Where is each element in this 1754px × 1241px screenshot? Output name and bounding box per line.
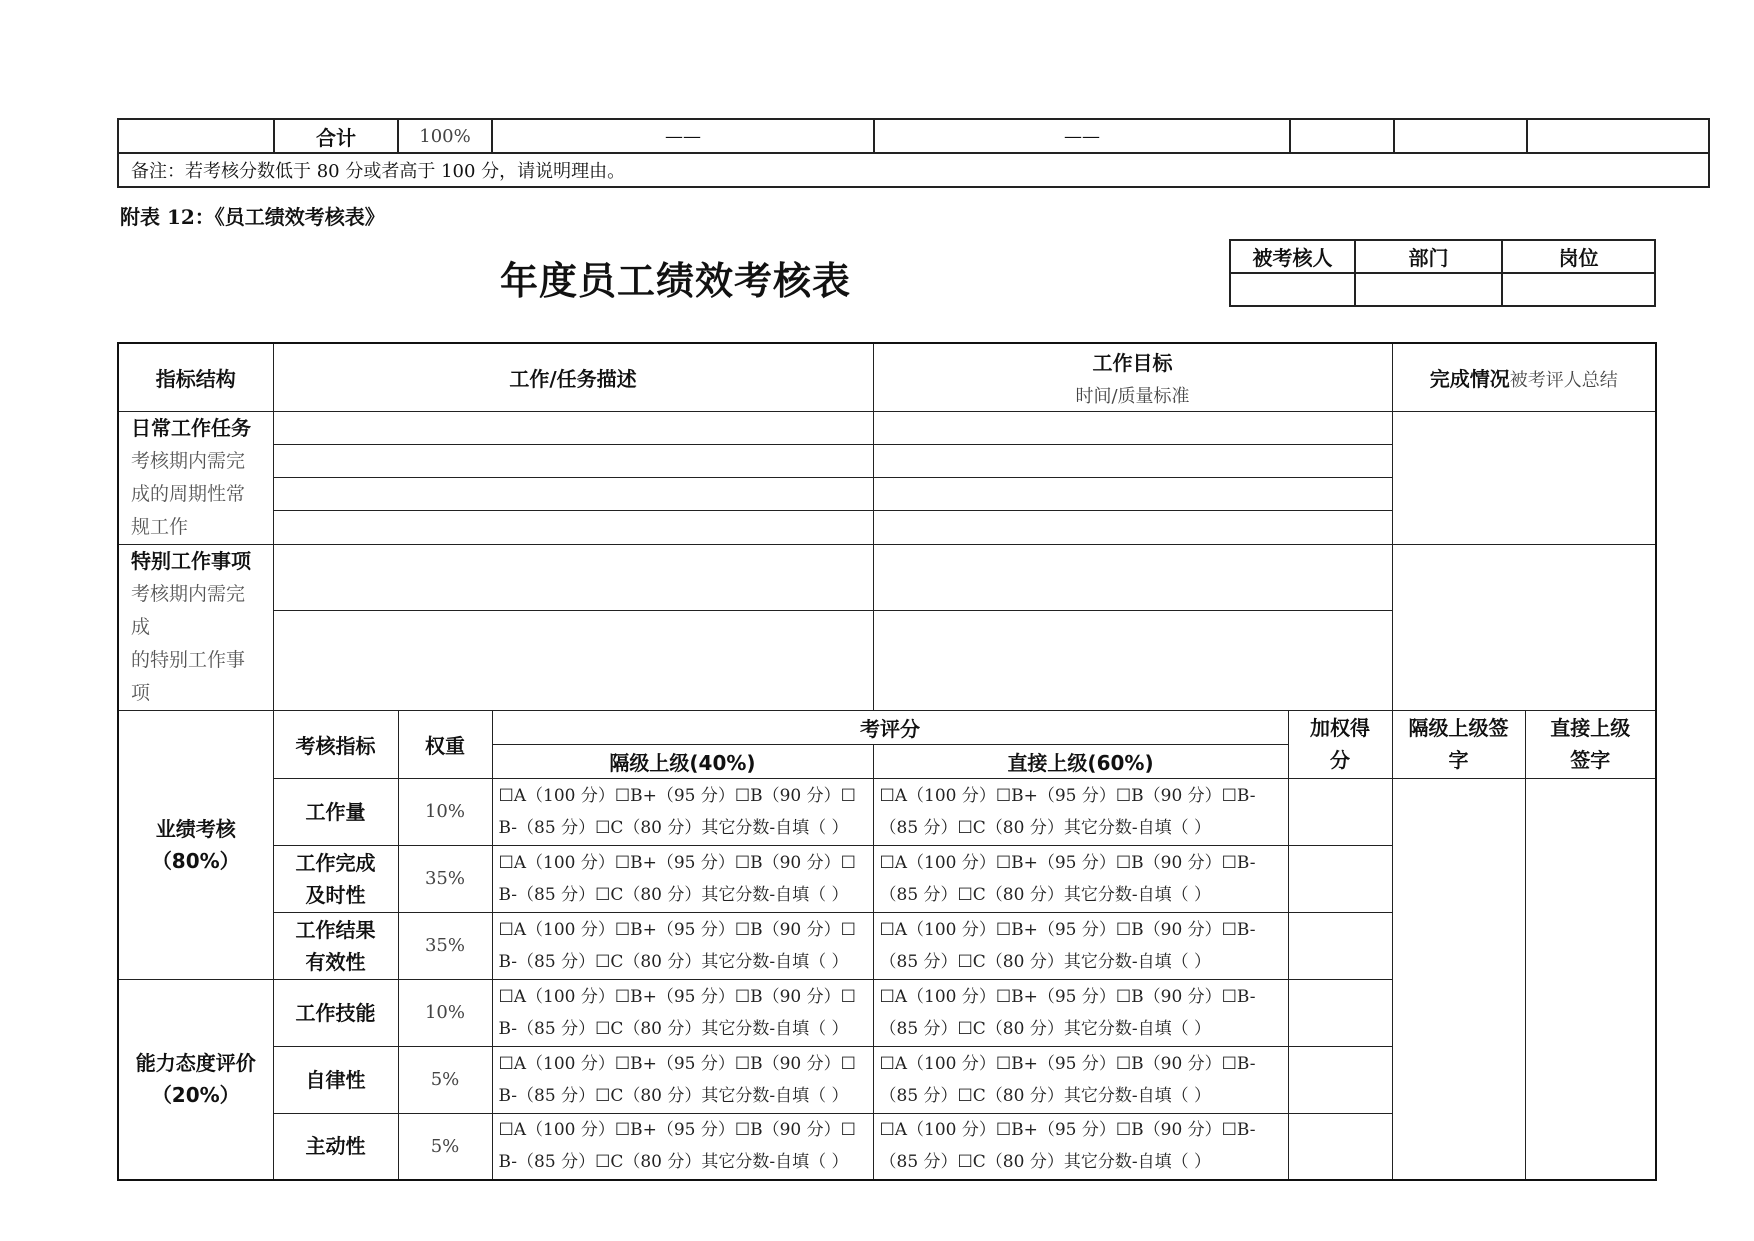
form-title: 年度员工绩效考核表 bbox=[500, 259, 852, 303]
option-line: B-（85 分）☐C（80 分）其它分数-自填（ ） bbox=[498, 1085, 849, 1106]
weighted-score-input[interactable] bbox=[1288, 1113, 1392, 1180]
direct-options[interactable] bbox=[873, 1046, 1288, 1113]
indicator-weight: 5% bbox=[398, 1046, 492, 1113]
option-line: B-（85 分）☐C（80 分）其它分数-自填（ ） bbox=[498, 1018, 849, 1039]
special-tasks-cell bbox=[118, 544, 273, 710]
task-description-input[interactable] bbox=[273, 610, 873, 710]
indicator-name bbox=[273, 979, 398, 1046]
indicator-weight: 35% bbox=[398, 845, 492, 912]
header-indicator: 考核指标 bbox=[273, 710, 398, 778]
option-line: ☐A（100 分）☐B+（95 分）☐B（90 分）☐ bbox=[498, 1120, 856, 1141]
option-line: （85 分）☐C（80 分）其它分数-自填（ ） bbox=[879, 951, 1211, 972]
skip-level-options[interactable] bbox=[492, 912, 873, 979]
completion-sub: 被考评人总结 bbox=[1509, 369, 1618, 391]
daily-tasks-cell bbox=[118, 411, 273, 544]
option-line: （85 分）☐C（80 分）其它分数-自填（ ） bbox=[879, 1152, 1211, 1173]
option-line: ☐A（100 分）☐B+（95 分）☐B（90 分）☐ bbox=[498, 785, 856, 806]
task-description-input[interactable] bbox=[273, 511, 873, 544]
skip-level-signature[interactable] bbox=[1392, 778, 1525, 1180]
option-line: （85 分）☐C（80 分）其它分数-自填（ ） bbox=[879, 1018, 1211, 1039]
weighted-score-input[interactable] bbox=[1288, 912, 1392, 979]
direct-options[interactable] bbox=[873, 912, 1288, 979]
indicator-name-line: 工作量 bbox=[305, 799, 366, 824]
indicator-name-line: 工作技能 bbox=[295, 1000, 376, 1025]
special-tasks-desc-line: 考核期内需完成 bbox=[131, 582, 246, 638]
task-description-input[interactable] bbox=[273, 444, 873, 477]
header-skip-level-sign bbox=[1392, 710, 1525, 778]
option-line: ☐A（100 分）☐B+（95 分）☐B（90 分）☐ bbox=[498, 1053, 856, 1074]
option-line: ☐A（100 分）☐B+（95 分）☐B（90 分）☐B- bbox=[879, 919, 1256, 940]
option-line: （85 分）☐C（80 分）其它分数-自填（ ） bbox=[879, 884, 1211, 905]
work-goal-input[interactable] bbox=[873, 444, 1392, 477]
option-line: ☐A（100 分）☐B+（95 分）☐B（90 分）☐B- bbox=[879, 986, 1256, 1007]
remark-note: 备注：若考核分数低于 80 分或者高于 100 分，请说明理由。 bbox=[118, 153, 1709, 187]
direct-sign-line: 签字 bbox=[1570, 748, 1611, 772]
special-tasks-desc-line: 的特别工作事项 bbox=[131, 648, 246, 704]
examinee-info-table bbox=[1229, 239, 1656, 307]
indicator-weight: 5% bbox=[398, 1113, 492, 1180]
option-line: ☐A（100 分）☐B+（95 分）☐B（90 分）☐ bbox=[498, 852, 856, 873]
annex-title: 附表 12：《员工绩效考核表》 bbox=[120, 205, 385, 229]
weighted-score-input[interactable] bbox=[1288, 979, 1392, 1046]
task-description-input[interactable] bbox=[273, 544, 873, 610]
previous-table-summary bbox=[117, 118, 1710, 188]
option-line: B-（85 分）☐C（80 分）其它分数-自填（ ） bbox=[498, 1152, 849, 1173]
total-score-cell[interactable] bbox=[1290, 119, 1394, 153]
header-task-description: 工作/任务描述 bbox=[273, 343, 873, 411]
direct-options[interactable] bbox=[873, 778, 1288, 845]
completion-input[interactable] bbox=[1392, 544, 1656, 710]
ability-group-name: 能力态度评价 bbox=[135, 1051, 256, 1076]
header-score: 考评分 bbox=[492, 710, 1288, 744]
daily-tasks-desc-line: 考核期内需完 bbox=[131, 449, 246, 472]
skip-level-options[interactable] bbox=[492, 845, 873, 912]
direct-sign-line: 直接上级 bbox=[1550, 716, 1631, 740]
work-goal-input[interactable] bbox=[873, 610, 1392, 710]
option-line: B-（85 分）☐C（80 分）其它分数-自填（ ） bbox=[498, 817, 849, 838]
header-index-structure: 指标结构 bbox=[118, 343, 273, 411]
indicator-name bbox=[273, 1113, 398, 1180]
weighted-score-input[interactable] bbox=[1288, 778, 1392, 845]
examinee-input[interactable] bbox=[1230, 273, 1355, 306]
header-direct: 直接上级(60%) bbox=[873, 744, 1288, 778]
indicator-name bbox=[273, 778, 398, 845]
performance-group-name: 业绩考核 bbox=[155, 816, 236, 841]
daily-tasks-title: 日常工作任务 bbox=[131, 415, 251, 440]
completion-input[interactable] bbox=[1392, 411, 1656, 544]
skip-level-options[interactable] bbox=[492, 1046, 873, 1113]
indicator-weight: 10% bbox=[398, 778, 492, 845]
performance-group bbox=[118, 710, 273, 979]
option-line: （85 分）☐C（80 分）其它分数-自填（ ） bbox=[879, 1085, 1211, 1106]
performance-group-pct: （80%） bbox=[151, 848, 240, 873]
option-line: B-（85 分）☐C（80 分）其它分数-自填（ ） bbox=[498, 951, 849, 972]
work-goal-label: 工作目标 bbox=[1092, 350, 1173, 375]
total-score-cell[interactable] bbox=[1394, 119, 1527, 153]
ability-group bbox=[118, 979, 273, 1180]
completion-label: 完成情况 bbox=[1429, 366, 1510, 391]
indicator-name-line: 工作完成 bbox=[295, 850, 376, 875]
position-input[interactable] bbox=[1502, 273, 1655, 306]
header-work-goal bbox=[873, 343, 1392, 411]
option-line: ☐A（100 分）☐B+（95 分）☐B（90 分）☐B- bbox=[879, 785, 1256, 806]
skip-sign-line: 字 bbox=[1448, 748, 1469, 772]
dash-cell: —— bbox=[492, 119, 874, 153]
weighted-score-line: 加权得 bbox=[1310, 716, 1371, 740]
indicator-name bbox=[273, 1046, 398, 1113]
indicator-name-line: 工作结果 bbox=[295, 917, 376, 942]
option-line: （85 分）☐C（80 分）其它分数-自填（ ） bbox=[879, 817, 1211, 838]
work-goal-input[interactable] bbox=[873, 478, 1392, 511]
performance-evaluation-table bbox=[117, 342, 1657, 1181]
header-completion bbox=[1392, 343, 1656, 411]
option-line: ☐A（100 分）☐B+（95 分）☐B（90 分）☐ bbox=[498, 986, 856, 1007]
option-line: ☐A（100 分）☐B+（95 分）☐B（90 分）☐B- bbox=[879, 852, 1256, 873]
total-weight: 100% bbox=[398, 119, 492, 153]
direct-options[interactable] bbox=[873, 1113, 1288, 1180]
indicator-name-line: 及时性 bbox=[305, 882, 366, 907]
task-description-input[interactable] bbox=[273, 478, 873, 511]
daily-tasks-desc-line: 规工作 bbox=[131, 515, 189, 538]
indicator-name-line: 主动性 bbox=[305, 1134, 366, 1159]
indicator-name bbox=[273, 845, 398, 912]
option-line: ☐A（100 分）☐B+（95 分）☐B（90 分）☐ bbox=[498, 919, 856, 940]
dash-cell: —— bbox=[874, 119, 1290, 153]
indicator-weight: 35% bbox=[398, 912, 492, 979]
task-description-input[interactable] bbox=[273, 411, 873, 444]
total-score-cell[interactable] bbox=[1527, 119, 1709, 153]
weighted-score-input[interactable] bbox=[1288, 1046, 1392, 1113]
department-label: 部门 bbox=[1355, 240, 1502, 273]
skip-level-options[interactable] bbox=[492, 979, 873, 1046]
direct-options[interactable] bbox=[873, 979, 1288, 1046]
option-line: ☐A（100 分）☐B+（95 分）☐B（90 分）☐B- bbox=[879, 1053, 1256, 1074]
skip-level-options[interactable] bbox=[492, 1113, 873, 1180]
option-line: B-（85 分）☐C（80 分）其它分数-自填（ ） bbox=[498, 884, 849, 905]
direct-signature[interactable] bbox=[1525, 778, 1656, 1180]
work-goal-input[interactable] bbox=[873, 411, 1392, 444]
header-skip-level: 隔级上级(40%) bbox=[492, 744, 873, 778]
indicator-weight: 10% bbox=[398, 979, 492, 1046]
daily-tasks-desc-line: 成的周期性常 bbox=[131, 482, 246, 505]
indicator-name-line: 自律性 bbox=[305, 1067, 366, 1092]
empty-cell bbox=[118, 119, 274, 153]
weighted-score-line: 分 bbox=[1330, 748, 1351, 772]
header-direct-sign bbox=[1525, 710, 1656, 778]
skip-level-options[interactable] bbox=[492, 778, 873, 845]
ability-group-pct: （20%） bbox=[151, 1083, 240, 1108]
department-input[interactable] bbox=[1355, 273, 1502, 306]
indicator-name bbox=[273, 912, 398, 979]
direct-options[interactable] bbox=[873, 845, 1288, 912]
position-label: 岗位 bbox=[1502, 240, 1655, 273]
work-goal-sub: 时间/质量标准 bbox=[1075, 385, 1190, 407]
examinee-label: 被考核人 bbox=[1230, 240, 1355, 273]
indicator-name-line: 有效性 bbox=[305, 949, 366, 974]
work-goal-input[interactable] bbox=[873, 511, 1392, 544]
weighted-score-input[interactable] bbox=[1288, 845, 1392, 912]
special-tasks-title: 特别工作事项 bbox=[131, 548, 251, 573]
header-weighted-score bbox=[1288, 710, 1392, 778]
skip-sign-line: 隔级上级签 bbox=[1408, 716, 1509, 740]
option-line: ☐A（100 分）☐B+（95 分）☐B（90 分）☐B- bbox=[879, 1120, 1256, 1141]
total-label: 合计 bbox=[274, 119, 398, 153]
work-goal-input[interactable] bbox=[873, 544, 1392, 610]
header-weight: 权重 bbox=[398, 710, 492, 778]
